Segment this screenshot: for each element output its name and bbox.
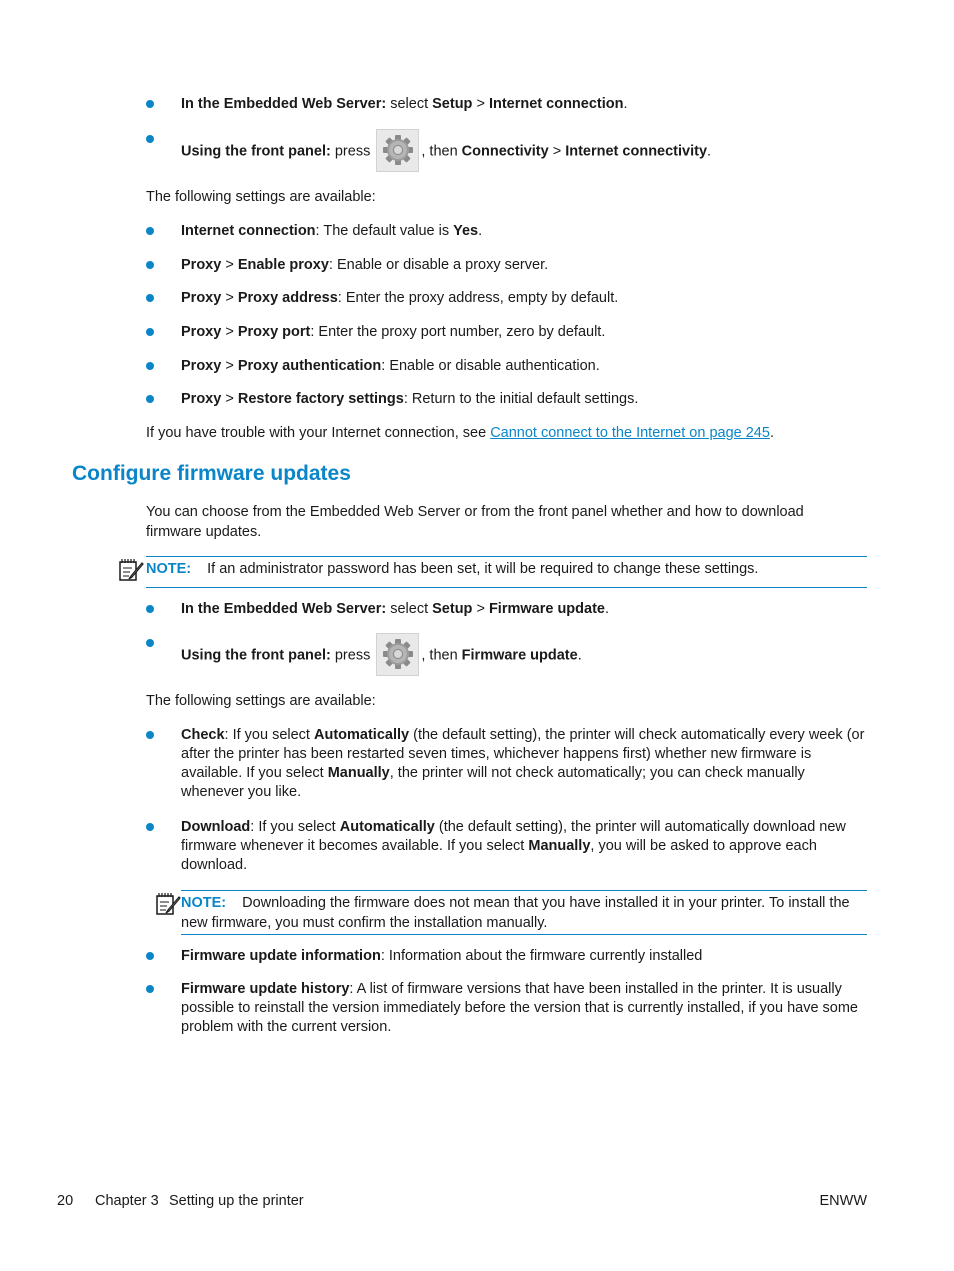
panel-instruction: Using the front panel: press , then Firmware update. [181,634,582,677]
setting-proxy-authentication: Proxy > Proxy authentication: Enable or disable authentication. [181,358,600,374]
setting-check: Check: If you select Automatically (the default setting), the printer will check automatically every week (or after the printer has been restarted seven times, whichever happens first) whether new firmware is available. If you select Manually, the printer will not check automatically; you can check manually whenever you like. [181,727,865,800]
note-box [146,556,867,588]
bullet [146,135,154,143]
setting-internet-connection: Internet connection: The default value is Yes. [181,223,483,239]
gear-icon [376,129,419,172]
note-label: NOTE: [181,895,227,911]
bullet [146,985,154,993]
bullet [146,328,154,336]
settings-intro: The following settings are available: [146,693,376,709]
setting-firmware-history: Firmware update history: A list of firmware versions that have been installed in the printer. It is usually possible to reinstall the version immediately before the version that is currently installed, if you have some problem with the current version. [181,981,858,1035]
firmware-intro: You can choose from the Embedded Web Server or from the front panel whether and how to download firmware updates. [146,504,804,540]
setting-download: Download: If you select Automatically (the default setting), the printer will automatically download new firmware whenever it becomes available. If you select Manually, you will be asked to approve each download. [181,819,846,873]
ews-instruction: In the Embedded Web Server: select Setup > Internet connection. [181,96,628,112]
section-heading: Configure firmware updates [72,462,351,485]
panel-instruction: Using the front panel: press , then Connectivity > Internet connectivity. [181,130,711,173]
footer-brand: ENWW [819,1193,867,1209]
bullet [146,823,154,831]
bullet [146,227,154,235]
note-icon [118,557,144,587]
bullet [146,294,154,302]
setting-restore-factory: Proxy > Restore factory settings: Return to the initial default settings. [181,391,639,407]
bullet [146,261,154,269]
note-icon [155,891,181,921]
bullet [146,395,154,403]
setting-firmware-info: Firmware update information: Information about the firmware currently installed [181,948,703,964]
ews-instruction: In the Embedded Web Server: select Setup > Firmware update. [181,601,610,617]
bullet [146,731,154,739]
bullet [146,100,154,108]
note-text: If an administrator password has been set, it will be required to change these settings. [207,561,759,577]
gear-icon [376,633,419,676]
bullet [146,605,154,613]
troubleshooting-link[interactable]: Cannot connect to the Internet on page 245 [490,425,770,441]
note-box [181,890,867,935]
chapter-title: Setting up the printer [169,1193,304,1209]
bullet [146,952,154,960]
setting-proxy-port: Proxy > Proxy port: Enter the proxy port number, zero by default. [181,324,606,340]
setting-enable-proxy: Proxy > Enable proxy: Enable or disable a proxy server. [181,257,549,273]
trouble-paragraph: If you have trouble with your Internet connection, see Cannot connect to the Internet on page 245. [146,425,774,441]
bullet [146,639,154,647]
page-number: 20 [57,1193,74,1209]
note-text: Downloading the firmware does not mean that you have installed it in your printer. To install the new firmware, you must confirm the installation manually. [181,895,850,931]
bullet [146,362,154,370]
setting-proxy-address: Proxy > Proxy address: Enter the proxy address, empty by default. [181,290,619,306]
note-label: NOTE: [146,561,192,577]
settings-intro: The following settings are available: [146,189,376,205]
chapter-label: Chapter 3 [95,1193,159,1209]
